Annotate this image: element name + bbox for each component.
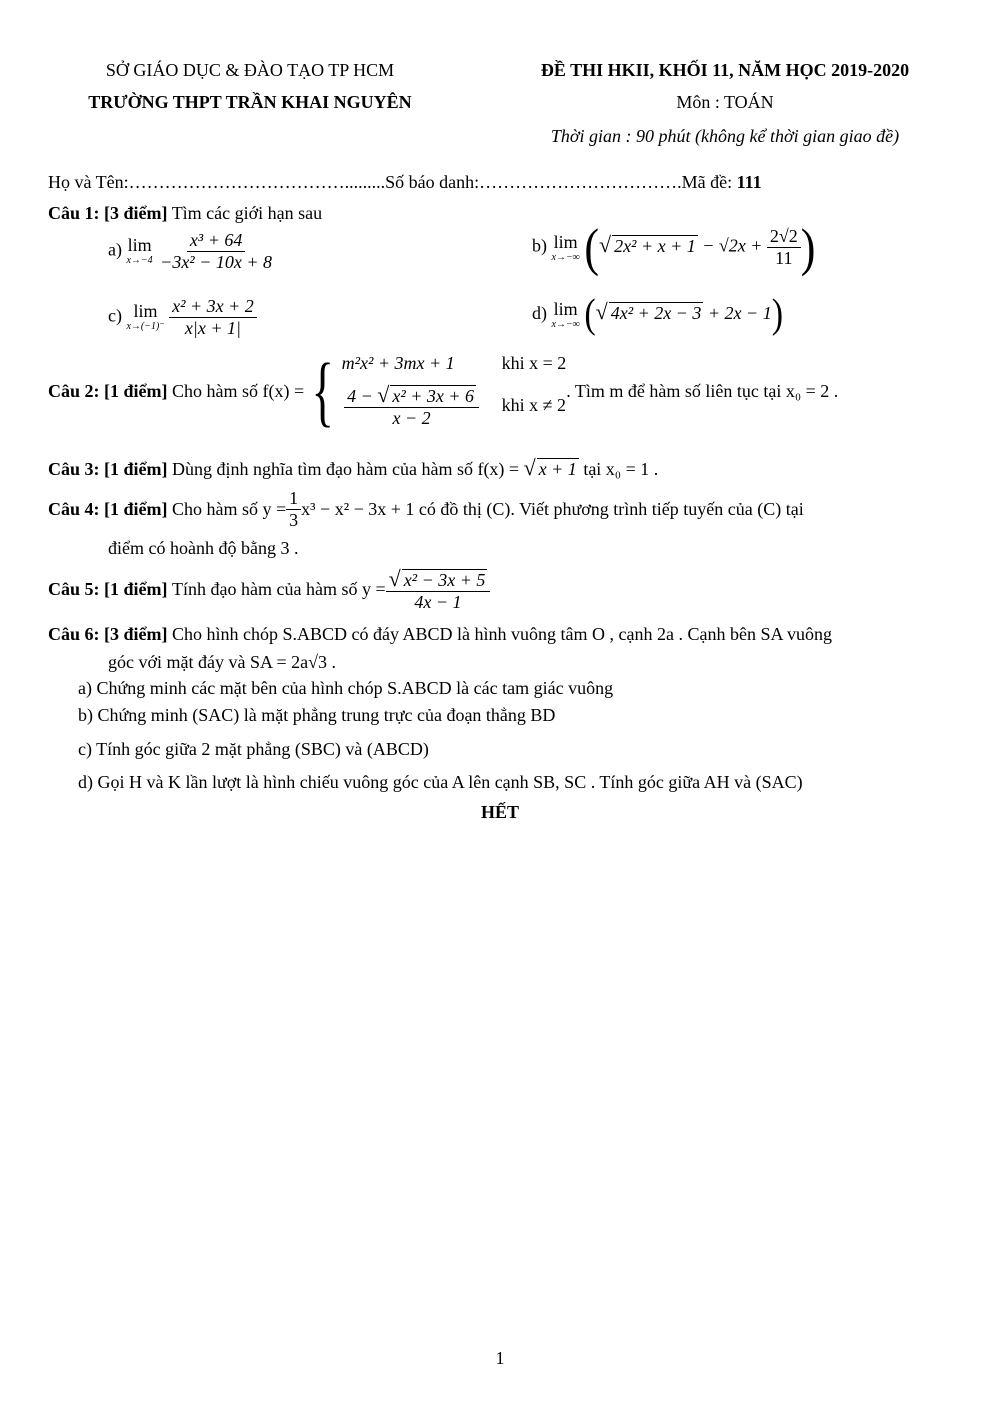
expression: − √2x + — [697, 235, 767, 256]
q3-text-2: tại x₀ = 1 . — [578, 459, 659, 479]
q5-heading: Câu 5: [1 điểm] — [48, 578, 168, 599]
question-6 — [48, 624, 832, 645]
exam-time: Thời gian : 90 phút (không kể thời gian giao đề) — [550, 126, 900, 146]
q1-part-b: b) lim x→−∞ (√ 2x² + x + 1 − √2x + $\frac{2√2}{11}$ ) — [532, 222, 815, 273]
q5-fraction: √ $\frac{\text{x² − 3x + 5}}{4x - 1}$ — [386, 566, 491, 613]
q2-text: Cho hàm số f(x) = — [172, 380, 305, 401]
q6-part-b: b) Chứng minh (SAC) là mặt phẳng trung trực của đoạn thẳng BD — [78, 705, 556, 725]
piecewise — [342, 353, 567, 429]
q4-text-3: điểm có hoành độ bằng 3 . — [108, 538, 299, 558]
exam-title: ĐỀ THI HKII, KHỐI 11, NĂM HỌC 2019-2020 — [540, 60, 910, 80]
end-marker: HẾT — [480, 802, 519, 822]
q1-part-d: d) lim x→−∞ (√ 4x² + 2x − 3 + 2x − 1) — [532, 296, 783, 334]
department: SỞ GIÁO DỤC & ĐÀO TẠO TP HCM — [105, 60, 395, 80]
case-1: m²x² + 3mx + 1 — [341, 353, 455, 373]
q1-part-c — [108, 296, 257, 338]
q2-heading: Câu 2: [1 điểm] — [48, 380, 168, 401]
question-3 — [48, 455, 658, 481]
page-number: 1 — [495, 1348, 505, 1368]
id-label: Số báo danh:……………………………. — [385, 172, 682, 192]
q2-text-2: . Tìm m để hàm số liên tục tại x₀ = 2 . — [566, 380, 839, 401]
school-name: TRƯỜNG THPT TRẦN KHAI NGUYÊN — [88, 92, 412, 112]
q3-text: Dùng định nghĩa tìm đạo hàm của hàm số f(x) = — [172, 459, 524, 479]
part-label: d) — [532, 303, 547, 324]
condition-2: khi x ≠ 2 — [501, 394, 566, 415]
expression: + 2x − 1 — [703, 303, 772, 324]
q6-part-a: a) Chứng minh các mặt bên của hình chóp S.ABCD là các tam giác vuông — [78, 678, 614, 698]
part-label: a) — [108, 239, 122, 260]
q1-part-a — [108, 230, 275, 272]
student-info — [48, 172, 762, 193]
q1-text: Tìm các giới hạn sau — [171, 203, 323, 223]
q4-heading: Câu 4: [1 điểm] — [48, 498, 168, 519]
q4-text: Cho hàm số y = — [172, 498, 287, 519]
case-2: $\frac{\text{4 − √ x² + 3x + 6}}{x - 2}$ — [342, 382, 482, 429]
q6-part-d: d) Gọi H và K lần lượt là hình chiếu vuông góc của A lên cạnh SB, SC . Tính góc giữa AH và (SAC) — [78, 772, 803, 792]
question-5 — [48, 566, 490, 613]
limit: lim x→−∞ — [551, 231, 580, 263]
part-label: c) — [108, 305, 122, 326]
subject: Môn : TOÁN — [676, 92, 774, 112]
q1-heading: Câu 1: [3 điểm] — [48, 203, 168, 223]
limit: lim x→(−1)⁻ — [126, 301, 165, 333]
name-label: Họ và Tên:………………………………......... — [48, 172, 386, 192]
q6-text-2: góc với mặt đáy và SA = 2a√3 . — [108, 652, 337, 672]
fraction: $\frac{2√2}{11}$ — [767, 226, 801, 268]
condition-1: khi x = 2 — [501, 353, 567, 373]
brace: { — [311, 347, 335, 434]
q6-part-c: c) Tính góc giữa 2 mặt phẳng (SBC) và (ABCD) — [78, 739, 429, 759]
q3-heading: Câu 3: [1 điểm] — [48, 459, 168, 479]
limit: lim x→−4 — [126, 235, 153, 267]
q4-text-2: x³ − x² − 3x + 1 có đồ thị (C). Viết phương trình tiếp tuyến của (C) tại — [301, 498, 804, 519]
q5-text: Tính đạo hàm của hàm số y = — [172, 578, 386, 599]
question-2 — [48, 347, 839, 434]
code-label: Mã đề: — [681, 172, 737, 192]
part-label: b) — [532, 235, 547, 256]
q3-radicand: x + 1 — [538, 459, 577, 479]
limit: lim x→−∞ — [551, 299, 580, 330]
question-4 — [48, 488, 953, 530]
fraction: $\frac{\text{x³ + 64}}{\text{−3x² − 10x + 8}}$ — [160, 230, 272, 272]
radicand: 4x² + 2x − 3 — [610, 303, 702, 324]
radicand: 2x² + x + 1 — [614, 235, 696, 256]
q4-fraction: $\frac{1}{3}$ — [286, 488, 301, 530]
q6-heading: Câu 6: [3 điểm] — [48, 624, 168, 644]
q6-text: Cho hình chóp S.ABCD có đáy ABCD là hình vuông tâm O , cạnh 2a . Cạnh bên SA vuông — [172, 624, 832, 644]
code-value: 111 — [736, 172, 762, 192]
fraction: $\frac{\text{x² + 3x + 2}}{x|x + 1|}$ — [169, 296, 257, 338]
question-1 — [48, 203, 322, 224]
